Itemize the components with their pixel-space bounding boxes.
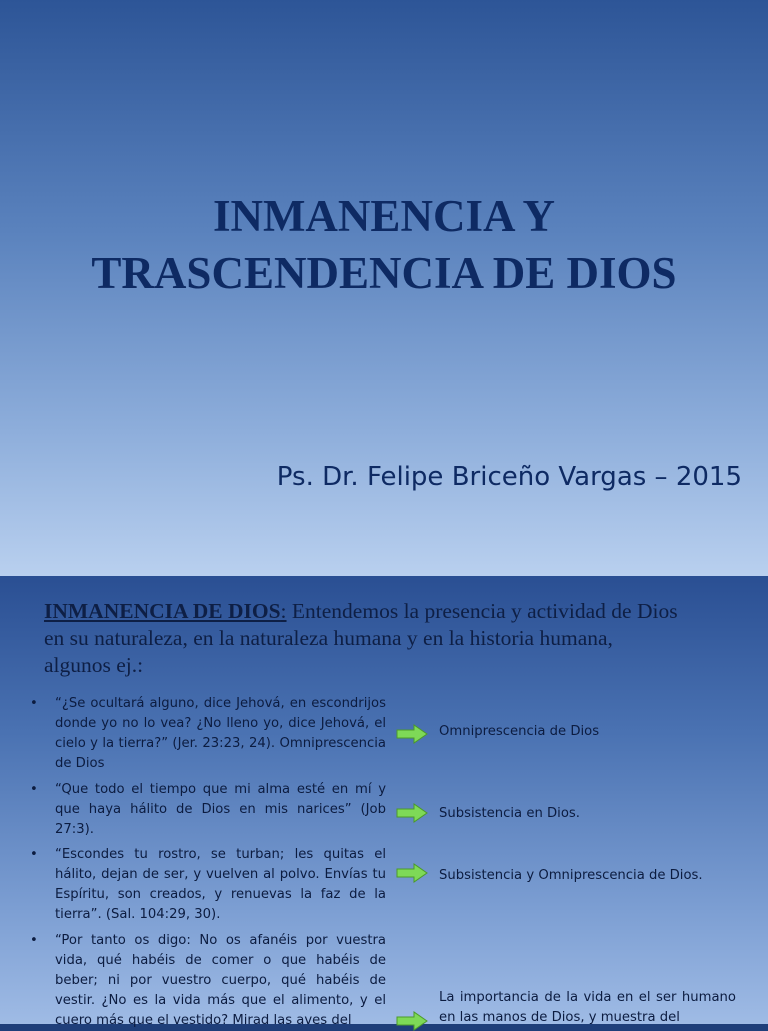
arrow-right-icon [396,863,428,883]
bullet-text: “Que todo el tiempo que mi alma esté en mí y que haya hálito de Dios en mis narices” (Job 27:3). [55,782,386,837]
bullet-text: “¿Se ocultará alguno, dice Jehová, en escondrijos donde yo no lo vea? ¿No lleno yo, dice Jehová, el cielo y la tierra?” (Jer. 23:23, 24). Omniprescencia de Dios [55,696,386,771]
intro-text-2: en su naturaleza, en la naturaleza humana y en la historia humana, [44,626,613,650]
bullet-item [30,845,386,925]
arrow-note: Subsistencia y Omniprescencia de Dios. [439,868,703,883]
bullet-dot: • [30,933,38,948]
slide-title-line-2: TRASCENDENCIA DE DIOS [91,248,677,298]
intro-text-1: Entendemos la presencia y actividad de Dios [286,599,678,623]
arrow-note: Omniprescencia de Dios [439,724,600,739]
intro-heading: INMANENCIA DE DIOS [44,599,281,623]
bullet-item [30,931,386,1031]
bullet-text: “Escondes tu rostro, se turban; les quitas el hálito, dejan de ser, y vuelven al polvo. Envías tu Espíritu, son creados, y renuevas la faz de la tierra”. (Sal. 104:29, 30). [55,847,386,922]
slide-title [0,188,768,302]
bullet-dot: • [30,847,38,862]
bullet-text: “Por tanto os digo: No os afanéis por vuestra vida, qué habéis de comer o que habéis de beber; ni por vuestro cuerpo, qué habéis de vestir. ¿No es la vida más que el alimento, y el cuero más que el vestido? Mirad las aves del [55,933,386,1028]
intro-text-3: algunos ej.: [44,653,144,677]
bullet-dot: • [30,696,38,711]
arrow-note: Subsistencia en Dios. [439,806,580,821]
bullet-dot: • [30,782,38,797]
arrow-note: La importancia de la vida en el ser humano en las manos de Dios, y muestra del [439,990,736,1025]
intro-paragraph [44,598,736,679]
intro-colon: : [280,599,287,623]
bullet-item [30,780,386,840]
slide-title-line-1: INMANENCIA Y [212,191,556,241]
arrow-right-icon [396,724,428,744]
bullet-item [30,694,386,774]
slide-subtitle: Ps. Dr. Felipe Briceño Vargas – 2015 [276,462,742,492]
arrow-right-icon [396,803,428,823]
arrow-right-icon [396,1011,428,1031]
